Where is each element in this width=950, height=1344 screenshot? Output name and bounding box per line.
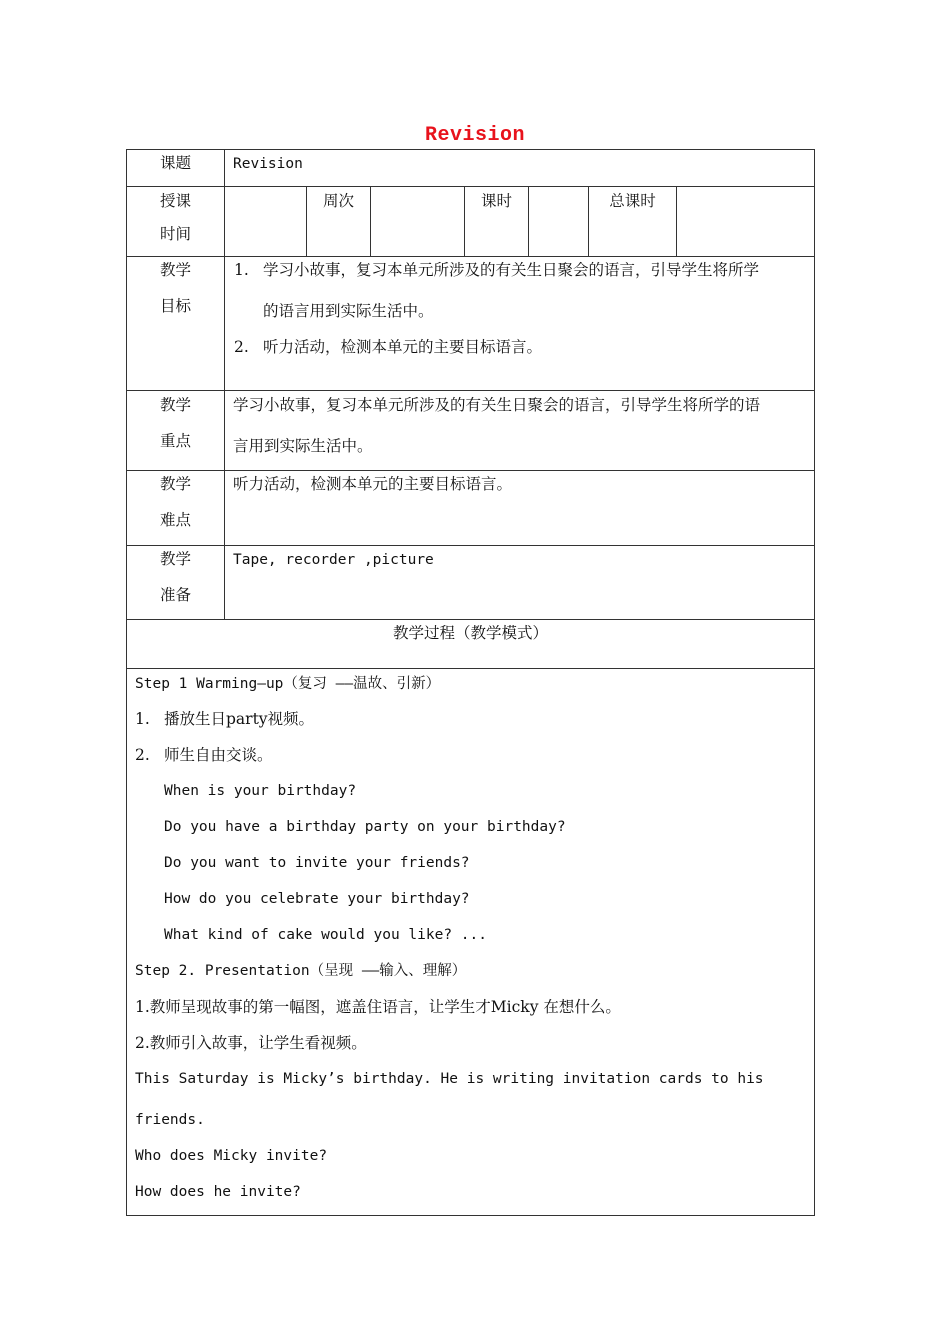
list-item-number: 1.	[135, 710, 150, 728]
row-divider	[127, 619, 814, 620]
question-line: When is your birthday?	[164, 783, 357, 799]
difficulty-text: 听力活动，检测本单元的主要目标语言。	[233, 475, 513, 493]
question-line: How does he invite?	[135, 1184, 301, 1200]
goal-number: 1.	[234, 261, 249, 279]
lesson-plan-table	[126, 149, 815, 1216]
row-divider	[127, 186, 814, 187]
time-label: 时间	[159, 225, 191, 243]
key-points-text: 学习小故事，复习本单元所涉及的有关生日聚会的语言，引导学生将所学的语	[233, 396, 761, 414]
key-points-text: 言用到实际生活中。	[233, 437, 373, 455]
question-line: Who does Micky invite?	[135, 1148, 328, 1164]
difficulty-label: 教学	[159, 475, 191, 493]
column-divider	[528, 186, 529, 256]
story-text: friends.	[135, 1112, 205, 1128]
week-label: 周次	[322, 192, 354, 210]
goal-text: 的语言用到实际生活中。	[263, 302, 434, 320]
goals-label: 目标	[159, 297, 191, 315]
row-divider	[127, 668, 814, 669]
question-line: Do you want to invite your friends?	[164, 855, 470, 871]
list-item: 播放生日party视频。	[164, 710, 315, 728]
time-label: 授课	[159, 192, 191, 210]
page-title: Revision	[424, 124, 525, 147]
list-item: 1.教师呈现故事的第一幅图，遮盖住语言，让学生才Micky 在想什么。	[135, 998, 621, 1016]
topic-value: Revision	[233, 156, 303, 172]
list-item: 师生自由交谈。	[164, 746, 273, 764]
preparation-text: Tape, recorder ,picture	[233, 552, 434, 568]
question-line: What kind of cake would you like? ...	[164, 927, 488, 943]
key-points-label: 教学	[159, 396, 191, 414]
key-points-label: 重点	[159, 432, 191, 450]
difficulty-label: 难点	[159, 511, 191, 529]
topic-label: 课题	[159, 154, 191, 172]
goal-text: 学习小故事，复习本单元所涉及的有关生日聚会的语言，引导学生将所学	[263, 261, 760, 279]
row-divider	[127, 390, 814, 391]
column-divider	[370, 186, 371, 256]
goal-text: 听力活动，检测本单元的主要目标语言。	[263, 338, 543, 356]
column-divider	[676, 186, 677, 256]
row-divider	[127, 256, 814, 257]
process-header: 教学过程（教学模式）	[392, 624, 548, 642]
step-heading: Step 2. Presentation（呈现 ——输入、理解）	[135, 963, 467, 979]
row-divider	[127, 470, 814, 471]
goal-number: 2.	[234, 338, 249, 356]
column-divider	[224, 150, 225, 619]
question-line: How do you celebrate your birthday?	[164, 891, 470, 907]
story-text: This Saturday is Micky’s birthday. He is writing invitation cards to his	[135, 1071, 764, 1087]
question-line: Do you have a birthday party on your birthday?	[164, 819, 566, 835]
list-item-number: 2.	[135, 746, 150, 764]
preparation-label: 教学	[159, 550, 191, 568]
preparation-label: 准备	[159, 586, 191, 604]
step-heading: Step 1 Warming—up（复习 ——温故、引新）	[135, 676, 441, 692]
row-divider	[127, 545, 814, 546]
goals-label: 教学	[159, 261, 191, 279]
period-label: 课时	[480, 192, 512, 210]
list-item: 2.教师引入故事，让学生看视频。	[135, 1034, 367, 1052]
total-period-label: 总课时	[609, 192, 656, 210]
